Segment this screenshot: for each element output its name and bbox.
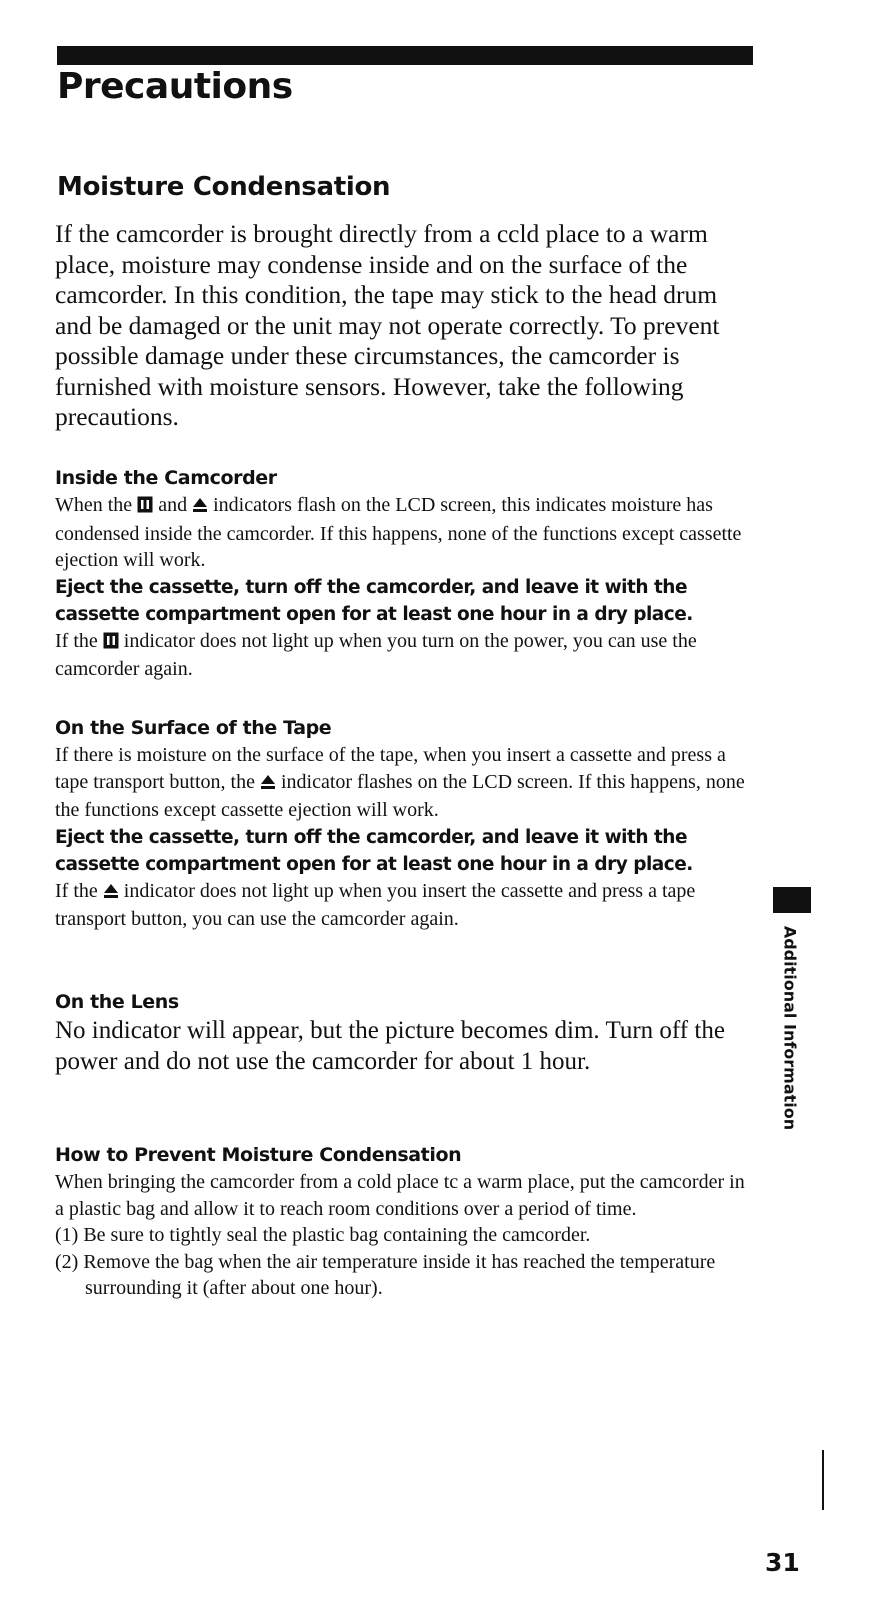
surface-text-part: indicator flashes on the LCD screen. If this happens, none the functions except cassette ejection will work. <box>55 770 745 821</box>
edge-line <box>822 1450 824 1510</box>
tape-surface-heading: On the Surface of the Tape <box>55 717 332 739</box>
inside-text-part: If the <box>55 629 103 652</box>
tape-surface-section <box>55 716 755 933</box>
inside-text-part: indicator does not light up when you turn on the power, you can use the camcorder again. <box>55 629 697 680</box>
side-tab-label: Additional Information <box>780 925 800 1131</box>
surface-text-part: If the <box>55 879 103 902</box>
tape-surface-followup <box>55 878 755 933</box>
prevent-heading: How to Prevent Moisture Condensation <box>55 1144 462 1166</box>
inside-text-part: indicators flash on the LCD screen, this indicates moisture has condensed inside the camcorder. If this happens, none of the functions except cassette ejection will work. <box>55 494 742 571</box>
lens-section <box>55 990 755 1077</box>
page-number: 31 <box>765 1548 800 1577</box>
inside-text-part: When the <box>55 494 138 516</box>
inside-camcorder-heading: Inside the Camcorder <box>55 467 277 489</box>
eject-indicator-icon <box>192 494 208 521</box>
prevent-steps <box>55 1222 755 1302</box>
surface-text-part: indicator does not light up when you insert the cassette and press a tape transport button, you can use the camcorder again. <box>55 879 696 930</box>
eject-indicator-icon <box>103 880 119 907</box>
tape-surface-text <box>55 742 755 824</box>
inside-text-part: and <box>153 494 193 516</box>
lens-text: No indicator will appear, but the picture becomes dim. Turn off the power and do not use the camcorder for about 1 hour. <box>55 1017 725 1075</box>
lens-heading: On the Lens <box>55 991 179 1013</box>
section-title: Moisture Condensation <box>57 172 391 202</box>
inside-camcorder-text <box>55 492 755 574</box>
surface-text-part: If there is moisture on the surface of the tape, when you insert a cassette and press a tape transport button, the <box>55 744 726 793</box>
side-tab-marker <box>773 887 811 913</box>
inside-camcorder-followup <box>55 628 755 683</box>
moisture-indicator-icon <box>137 494 153 521</box>
page-title: Precautions <box>57 66 293 107</box>
moisture-indicator-icon <box>103 630 119 657</box>
prevent-step: (1) Be sure to tightly seal the plastic bag containing the camcorder. <box>55 1224 591 1246</box>
tape-surface-instruction: Eject the cassette, turn off the camcorder, and leave it with the cassette compartment open for at least one hour in a dry place. <box>55 826 693 875</box>
prevent-section <box>55 1143 755 1302</box>
inside-camcorder-section <box>55 466 755 683</box>
prevent-text: When bringing the camcorder from a cold place tc a warm place, put the camcorder in a plastic bag and allow it to reach room conditions over a period of time. <box>55 1171 745 1220</box>
intro-paragraph: If the camcorder is brought directly from a ccld place to a warm place, moisture may condense inside and on the surface of the camcorder. In this condition, the tape may stick to the head drum and be damaged or the unit may not operate correctly. To prevent possible damage under these circumstances, the camcorder is furnished with moisture sensors. However, take the following precautions. <box>55 219 720 431</box>
prevent-step: (2) Remove the bag when the air temperature inside it has reached the temperature surrounding it (after about one hour). <box>55 1250 716 1299</box>
eject-indicator-icon <box>260 771 276 798</box>
title-rule <box>57 46 753 65</box>
inside-camcorder-instruction: Eject the cassette, turn off the camcorder, and leave it with the cassette compartment open for at least one hour in a dry place. <box>55 576 693 625</box>
